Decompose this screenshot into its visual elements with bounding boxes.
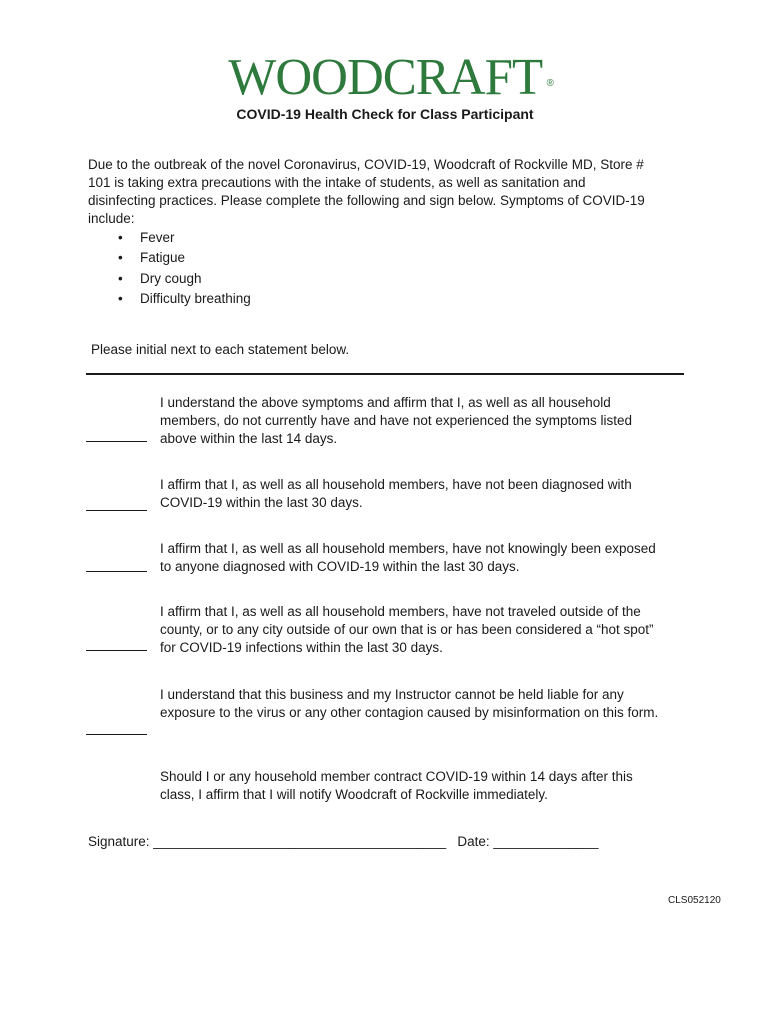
bullet-icon: • <box>118 250 123 266</box>
symptom-label: Dry cough <box>140 270 202 286</box>
statement-4: I affirm that I, as well as all household members, have not traveled outside of the county, or to any city outside of our own that is or has been considered a “hot spot” for COVID-19 infections within the last 30 days. <box>160 604 654 656</box>
symptom-item <box>118 269 251 289</box>
symptom-item <box>118 248 251 268</box>
statement-5: I understand that this business and my Instructor cannot be held liable for any exposure to the virus or any other contagion caused by misinformation on this form. <box>160 687 659 721</box>
symptom-item <box>118 228 251 248</box>
symptom-item <box>118 289 251 309</box>
symptom-label: Fever <box>140 230 175 245</box>
woodcraft-logo <box>0 48 770 108</box>
initial-blank-1[interactable] <box>86 441 147 442</box>
registered-mark: ® <box>546 78 554 89</box>
signature-field[interactable]: Signature: _______________________________________ <box>88 834 447 849</box>
bullet-icon: • <box>118 230 123 245</box>
bullet-icon: • <box>118 270 123 286</box>
statement-3: I affirm that I, as well as all household members, have not knowingly been exposed to anyone diagnosed with COVID-19 within the last 30 days. <box>160 541 656 575</box>
statement-1: I understand the above symptoms and affirm that I, as well as all household members, do not currently have and have not experienced the symptoms listed above within the last 14 days. <box>160 395 632 447</box>
symptom-list <box>118 228 251 310</box>
instruction-text: Please initial next to each statement below. <box>91 342 350 357</box>
statement-2: I affirm that I, as well as all household members, have not been diagnosed with COVID-19 within the last 30 days. <box>160 477 632 511</box>
symptom-label: Fatigue <box>140 250 186 266</box>
signature-row <box>88 834 599 849</box>
intro-paragraph: Due to the outbreak of the novel Coronavirus, COVID-19, Woodcraft of Rockville MD, Store # 101 is taking extra precautions with the intake of students, as well as sanitation and disinfecting practices. Please complete the following and sign below. Symptoms of COVID-19 include: <box>88 157 645 226</box>
date-field[interactable]: Date: ______________ <box>457 834 599 849</box>
bullet-icon: • <box>118 291 123 307</box>
form-title: COVID-19 Health Check for Class Participant <box>236 106 534 122</box>
form-code: CLS052120 <box>668 895 721 906</box>
initial-blank-3[interactable] <box>86 571 147 572</box>
symptom-label: Difficulty breathing <box>140 291 251 307</box>
initial-blank-5[interactable] <box>86 734 147 735</box>
statement-6: Should I or any household member contract COVID-19 within 14 days after this class, I affirm that I will notify Woodcraft of Rockville immediately. <box>160 769 633 803</box>
section-divider <box>86 373 684 375</box>
initial-blank-2[interactable] <box>86 510 147 511</box>
logo-text: WOODCRAFT <box>228 49 542 106</box>
initial-blank-4[interactable] <box>86 650 147 651</box>
